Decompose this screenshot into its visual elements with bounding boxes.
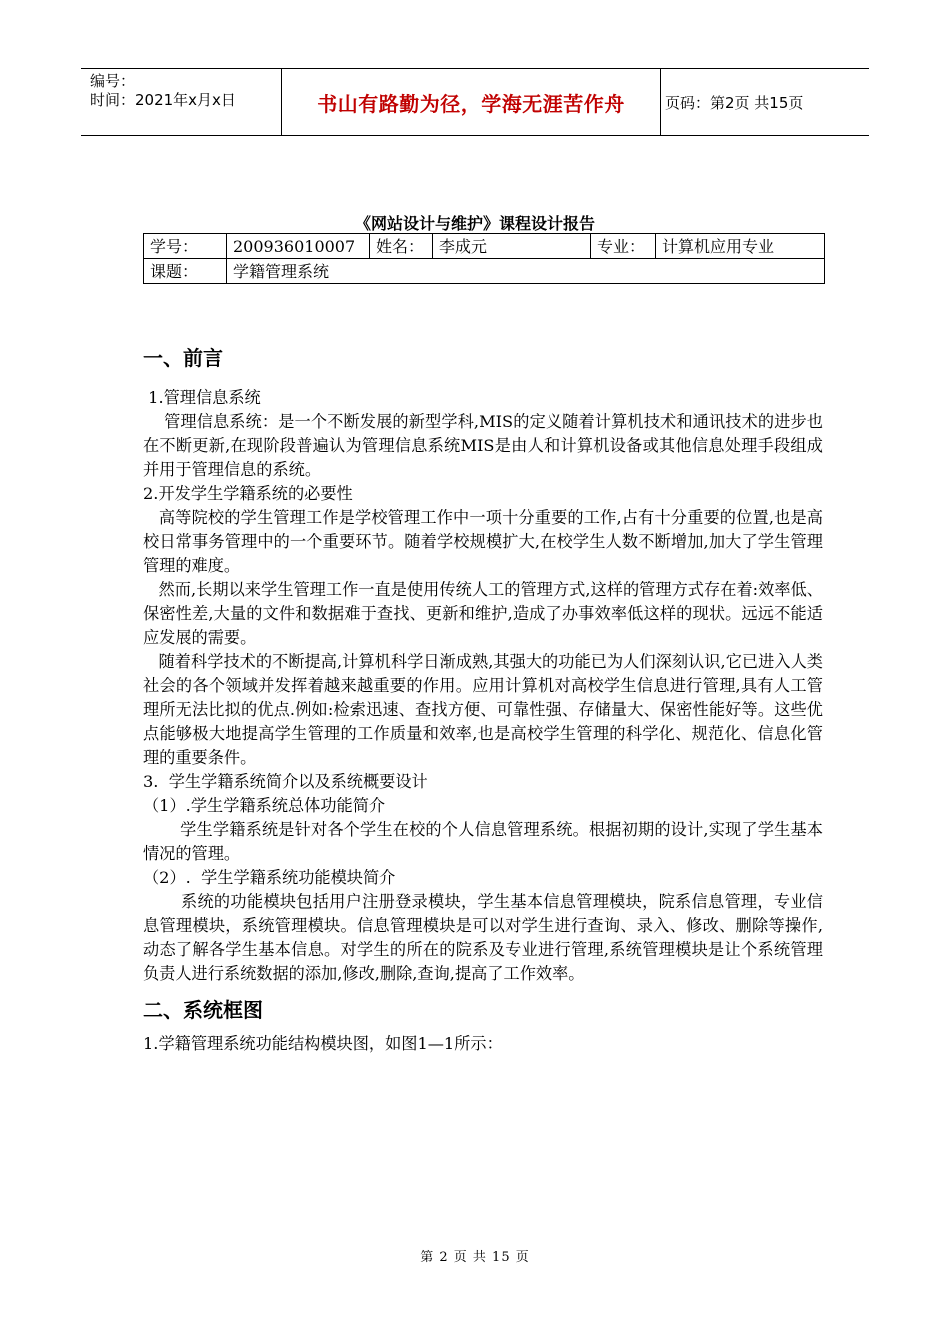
student-id-value: 200936010007 [227,234,370,259]
header-left-cell [81,69,282,135]
topic-label: 课题： [144,259,227,284]
subsection-2-title: 2.开发学生学籍系统的必要性 [143,484,353,503]
report-title: 《网站设计与维护》课程设计报告 [354,214,595,233]
page-header [81,68,869,136]
major-value: 计算机应用专业 [656,234,825,259]
major-label: 专业： [591,234,656,259]
info-table [143,233,825,284]
info-row-topic [144,259,825,284]
serial-label: 编号： [90,72,136,90]
student-id-label: 学号： [144,234,227,259]
section2-paragraph: 1.学籍管理系统功能结构模块图，如图1—1所示： [143,1034,503,1053]
subsection-2-paragraph-1: 高等院校的学生管理工作是学校管理工作中一项十分重要的工作,占有十分重要的位置,也是高校日常事务管理中的一个重要环节。随着学校规模扩大,在校学生人数不断增加,加大了学生管理管理的难度。 [143,508,823,575]
subsection-1-paragraph: 管理信息系统：是一个不断发展的新型学科,MIS的定义随着计算机技术和通讯技术的进步也在不断更新,在现阶段普遍认为管理信息系统MIS是由人和计算机设备或其他信息处理手段组成并用于管理信息的系统。 [143,412,823,479]
subsection-3-1-paragraph: 学生学籍系统是针对各个学生在校的个人信息管理系统。根据初期的设计,实现了学生基本情况的管理。 [143,820,823,863]
header-page-info: 页码：第2页 共15页 [665,93,804,112]
subsection-3-2-title: （2）. 学生学籍系统功能模块简介 [143,868,396,887]
header-motto-cell [282,69,661,135]
subsection-3-1-title: （1）.学生学籍系统总体功能简介 [143,796,386,815]
subsection-2-paragraph-3: 随着科学技术的不断提高,计算机科学日渐成熟,其强大的功能已为人们深刻认识,它已进入人类社会的各个领域并发挥着越来越重要的作用。应用计算机对高校学生信息进行管理,具有人工管理所无法比拟的优点.例如:检索迅速、查找方便、可靠性强、存储量大、保密性能好等。这些优点能够极大地提高学生管理的工作质量和效率,也是高校学生管理的科学化、规范化、信息化管理的重要条件。 [143,652,823,767]
subsection-2-paragraph-2: 然而,长期以来学生管理工作一直是使用传统人工的管理方式,这样的管理方式存在着:效率低、保密性差,大量的文件和数据难于查找、更新和维护,造成了办事效率低这样的现状。远远不能适应发展的需要。 [143,580,823,647]
document-body [143,344,823,1056]
motto-text: 书山有路勤为径，学海无涯苦作舟 [317,91,625,116]
subsection-3-title: 3. 学生学籍系统简介以及系统概要设计 [143,772,428,791]
page-footer: 第 2 页 共 15 页 [420,1250,530,1265]
subsection-1-title: 1.管理信息系统 [143,388,261,407]
name-value: 李成元 [433,234,591,259]
info-row-student [144,234,825,259]
section2-heading: 二、系统框图 [143,998,263,1022]
date-label: 时间：2021年x月x日 [90,91,236,109]
name-label: 姓名： [370,234,433,259]
subsection-3-2-paragraph: 系统的功能模块包括用户注册登录模块，学生基本信息管理模块，院系信息管理，专业信息管理模块，系统管理模块。信息管理模块是可以对学生进行查询、录入、修改、删除等操作,动态了解各学生基本信息。对学生的所在的院系及专业进行管理,系统管理模块是让个系统管理负责人进行系统数据的添加,修改,删除,查询,提高了工作效率。 [143,892,823,983]
section1-heading: 一、前言 [143,346,223,370]
topic-value: 学籍管理系统 [227,259,825,284]
